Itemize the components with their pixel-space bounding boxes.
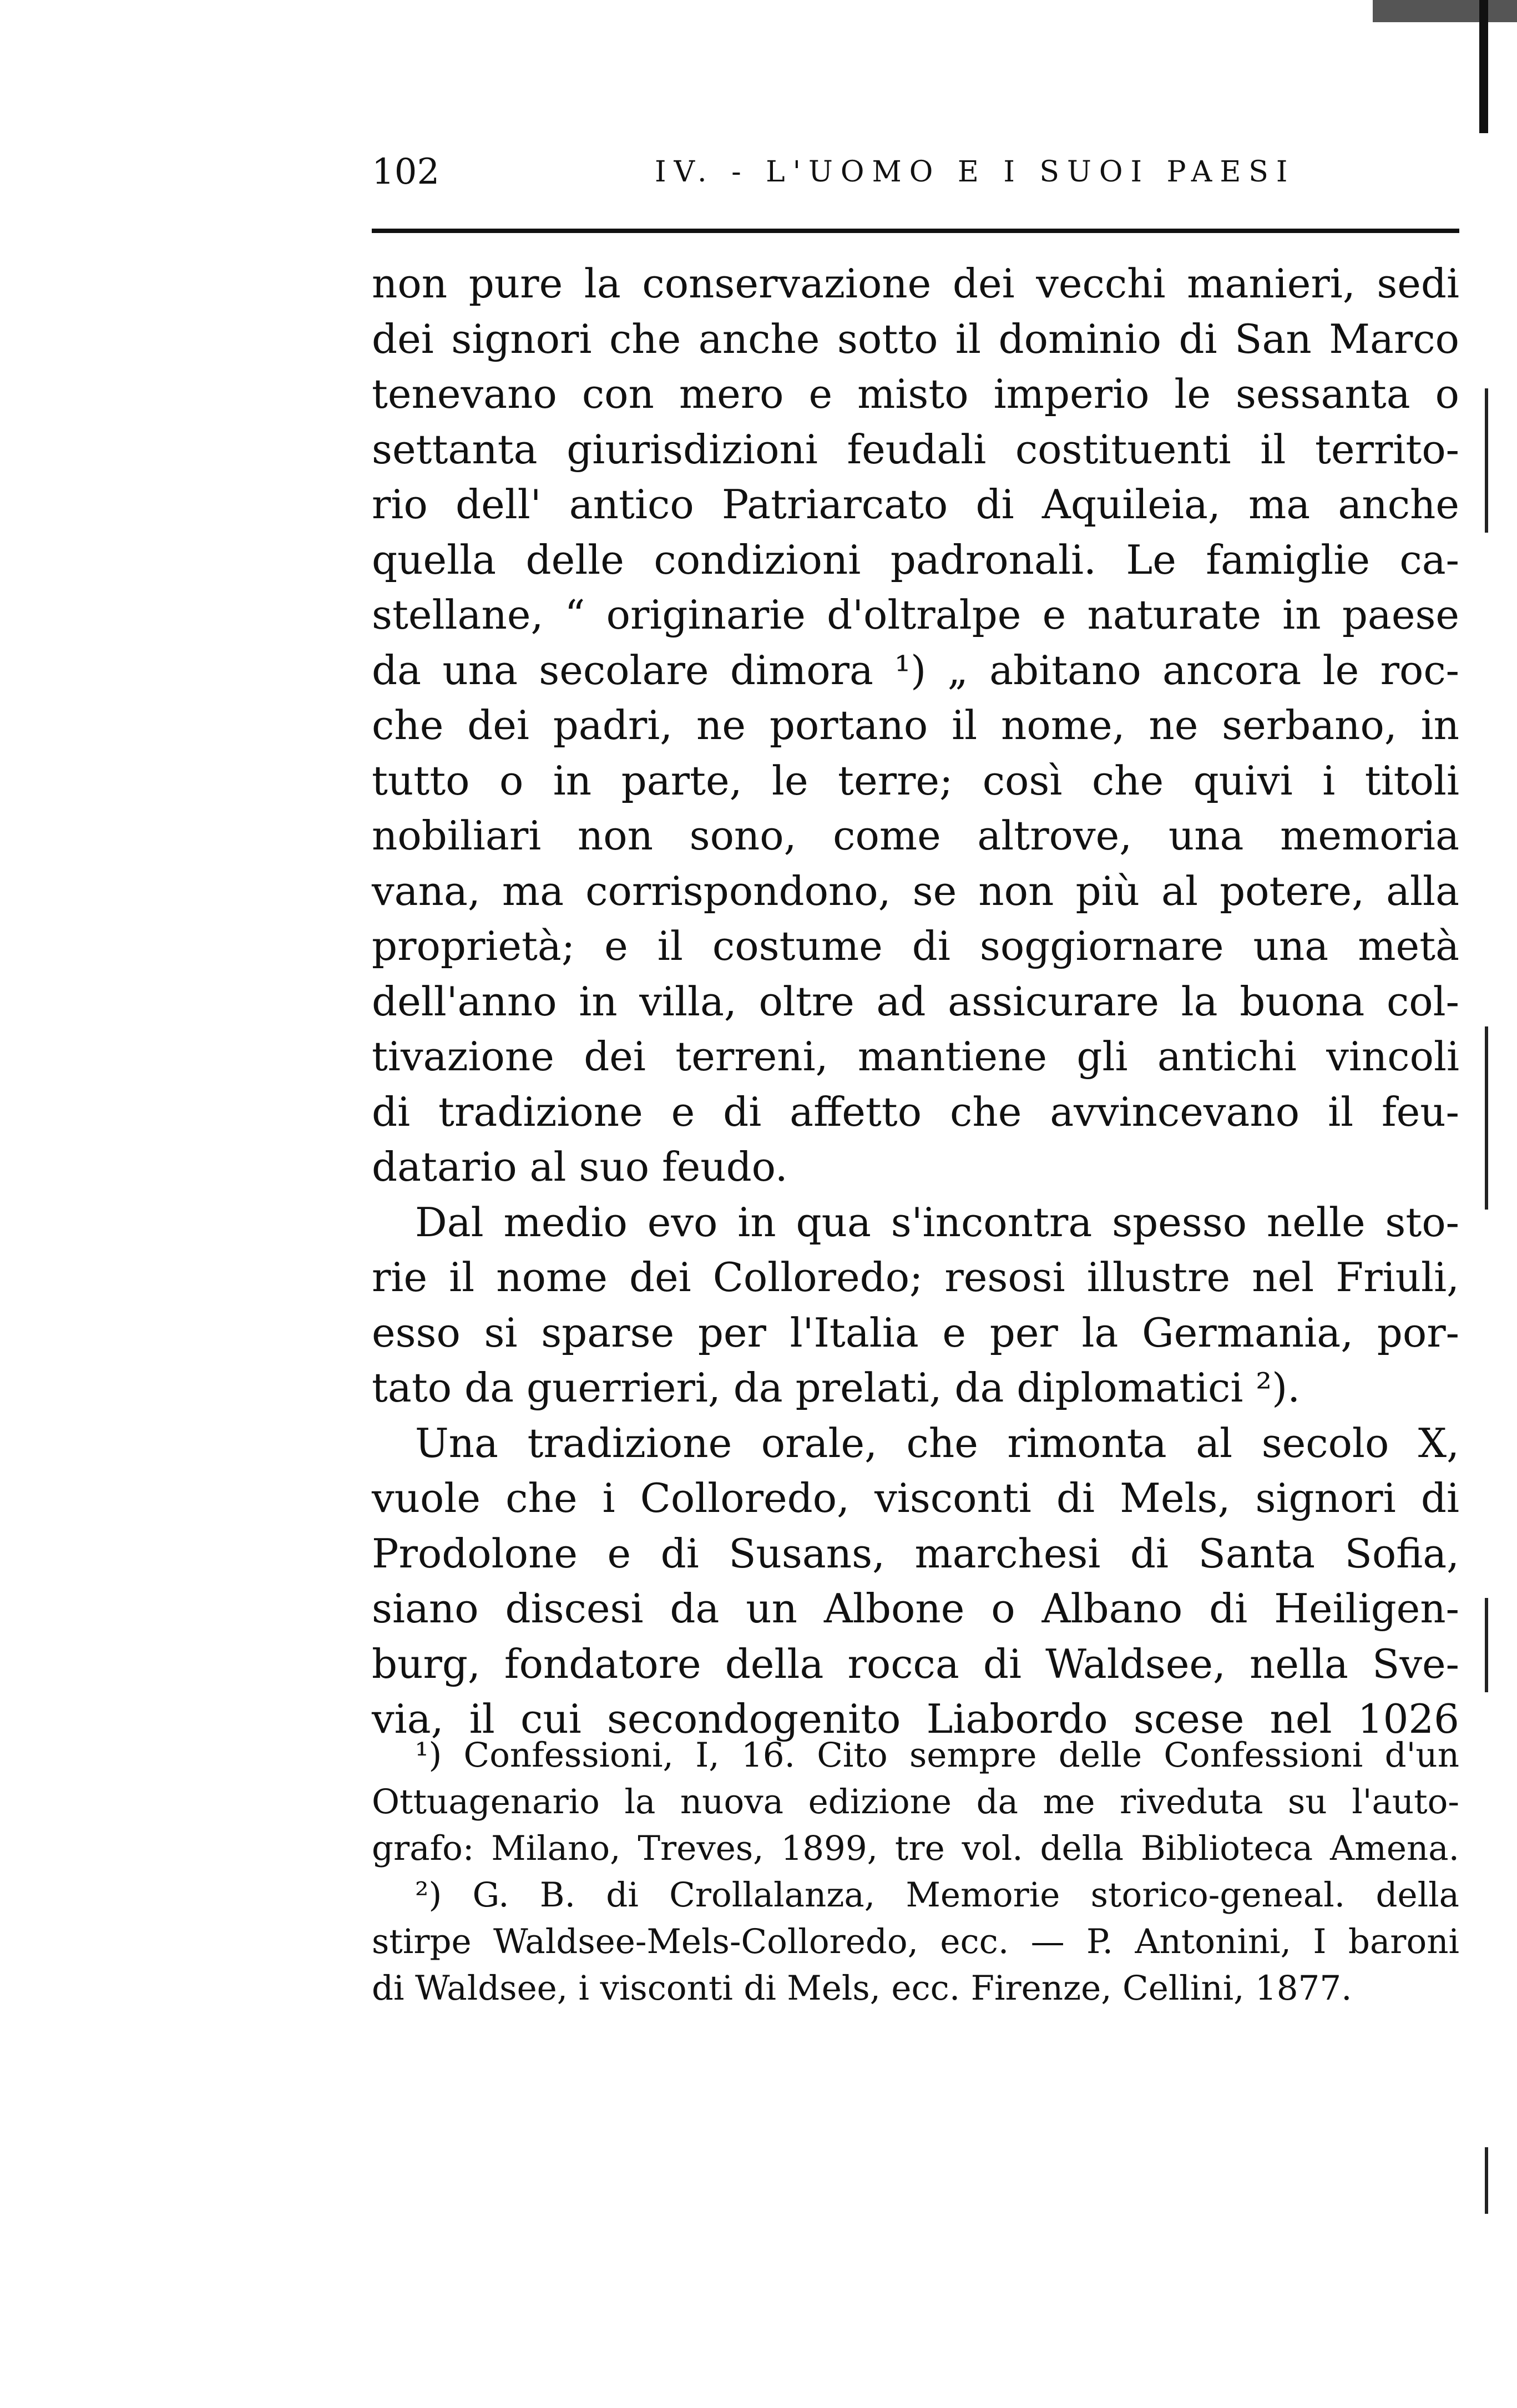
body-line: Una tradizione orale, che rimonta al secolo X, (415, 1419, 1459, 1466)
footnote-line: ¹) Confessioni, I, 16. Cito sempre delle Confessioni d'un (415, 1736, 1459, 1775)
body-line: vuole che i Colloredo, visconti di Mels, signori di (372, 1475, 1459, 1521)
running-title: IV. - L'UOMO E I SUOI PAESI (655, 155, 1296, 189)
body-line: Prodolone e di Susans, marchesi di Santa Sofia, (372, 1530, 1459, 1577)
body-line: esso si sparse per l'Italia e per la Germania, por- (372, 1309, 1459, 1356)
footnote-line: di Waldsee, i visconti di Mels, ecc. Firenze, Cellini, 1877. (372, 1969, 1352, 2008)
body-line: tutto o in parte, le terre; così che quivi i titoli (372, 757, 1459, 804)
body-line: via, il cui secondogenito Liabordo scese nel 1026 (372, 1696, 1459, 1742)
page-header (372, 150, 1459, 194)
body-line: non pure la conservazione dei vecchi manieri, sedi (372, 260, 1459, 307)
body-line: da una secolare dimora ¹) „ abitano ancora le roc- (372, 646, 1459, 694)
body-line: settanta giurisdizioni feudali costituenti il territo- (372, 426, 1459, 473)
body-line: datario al suo feudo. (372, 1144, 788, 1190)
body-line: siano discesi da un Albone o Albano di Heiligen- (372, 1585, 1459, 1632)
body-line: rio dell' antico Patriarcato di Aquileia, ma anche (372, 481, 1459, 528)
body-line: tivazione dei terreni, mantiene gli antichi vincoli (372, 1033, 1459, 1080)
body-line: stellane, “ originarie d'oltralpe e naturate in paese (372, 591, 1459, 638)
body-line: nobiliari non sono, come altrove, una memoria (372, 812, 1459, 859)
footnote-line: ²) G. B. di Crollalanza, Memorie storico-geneal. della (415, 1875, 1459, 1915)
body-line: burg, fondatore della rocca di Waldsee, nella Sve- (372, 1640, 1459, 1687)
scan-corner-mark (1479, 0, 1488, 133)
scan-edge-mark (1485, 2147, 1488, 2214)
body-line: Dal medio evo in qua s'incontra spesso nelle sto- (415, 1198, 1459, 1246)
body-line: tato da guerrieri, da prelati, da diplomatici ²). (372, 1364, 1301, 1411)
footnotes (372, 1732, 1459, 2012)
footnote-line: Ottuagenario la nuova edizione da me riveduta su l'auto- (372, 1782, 1459, 1822)
body-line: dell'anno in villa, oltre ad assicurare la buona col- (372, 978, 1459, 1025)
body-text (372, 256, 1459, 1747)
header-rule (372, 229, 1459, 233)
body-line: rie il nome dei Colloredo; resosi illustre nel Friuli, (372, 1254, 1459, 1301)
body-line: proprietà; e il costume di soggiornare una metà (372, 923, 1459, 969)
body-line: di tradizione e di affetto che avvincevano il feu- (372, 1088, 1459, 1135)
body-line: tenevano con mero e misto imperio le sessanta o (372, 371, 1459, 417)
scan-edge-mark (1485, 1598, 1488, 1692)
scan-edge-mark (1485, 388, 1488, 533)
body-line: vana, ma corrispondono, se non più al potere, alla (372, 867, 1459, 914)
body-line: che dei padri, ne portano il nome, ne serbano, in (372, 702, 1459, 748)
footnote-line: stirpe Waldsee-Mels-Colloredo, ecc. — P. Antonini, I baroni (372, 1922, 1459, 1961)
body-line: dei signori che anche sotto il dominio di San Marco (372, 315, 1459, 362)
body-line: quella delle condizioni padronali. Le famiglie ca- (372, 536, 1459, 583)
footnote-line: grafo: Milano, Treves, 1899, tre vol. della Biblioteca Amena. (372, 1829, 1459, 1868)
page-number: 102 (372, 151, 440, 193)
scan-corner-smudge (1373, 0, 1517, 22)
scan-edge-mark (1485, 1026, 1488, 1210)
